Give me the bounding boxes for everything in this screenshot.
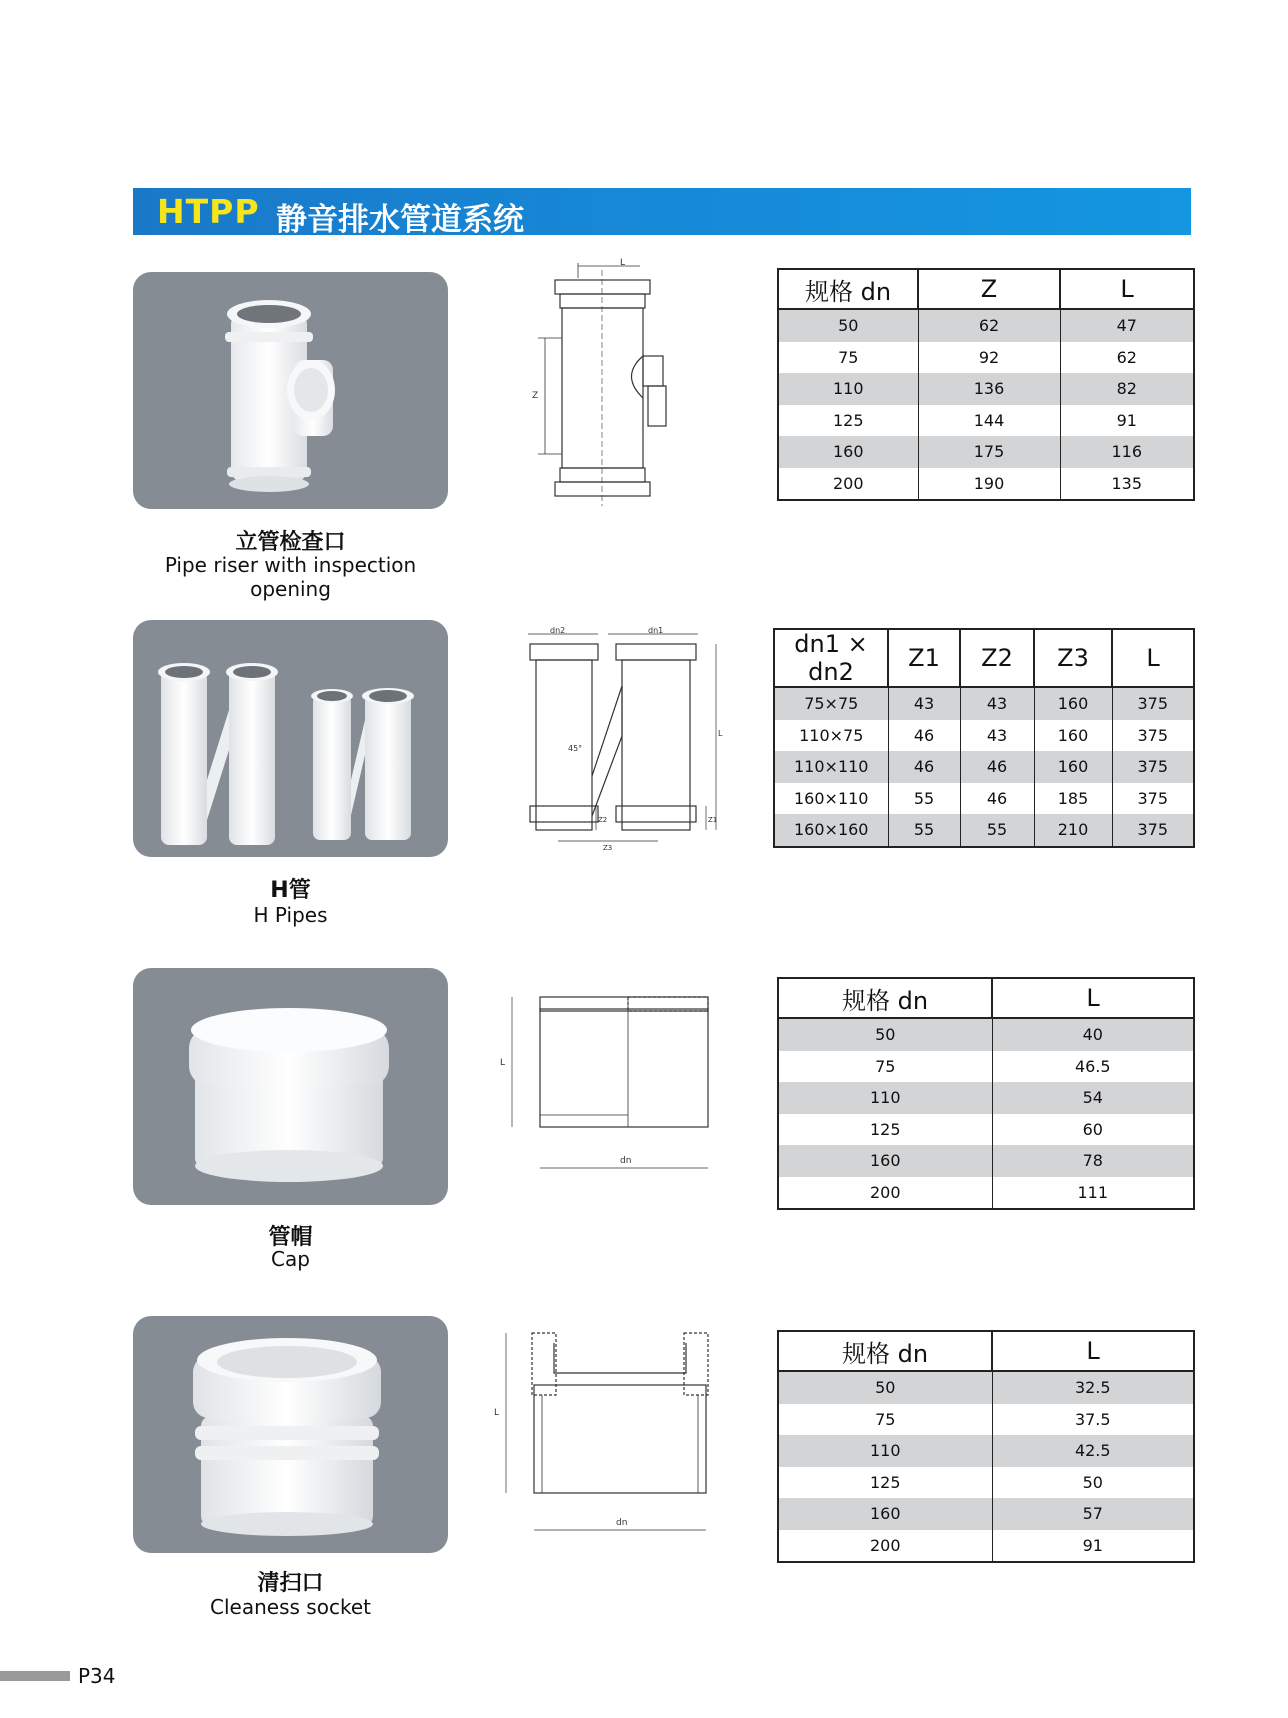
table-row [774, 814, 1194, 847]
table-cell: 375 [1112, 783, 1194, 815]
column-header: L [992, 978, 1194, 1018]
table-cell: 55 [888, 783, 960, 815]
table-cell: 144 [918, 405, 1060, 437]
product-name-cn: H管 [270, 878, 311, 903]
table-cell: 91 [992, 1530, 1194, 1563]
table-row [778, 373, 1194, 405]
table-cell: 55 [960, 814, 1034, 847]
product-name-en: Cleaness socket [210, 1595, 371, 1619]
product-name-cn: 清扫口 [257, 1571, 324, 1596]
technical-drawing-cap [500, 985, 720, 1175]
table-row [778, 1498, 1194, 1530]
table-cell: 46 [960, 751, 1034, 783]
table-cell: 47 [1060, 309, 1194, 342]
table-cell: 40 [992, 1018, 1194, 1051]
table-cell: 50 [778, 1371, 992, 1404]
technical-drawing-h-pipe [518, 626, 738, 856]
table-cell: 200 [778, 1530, 992, 1563]
product-photo-cap [133, 968, 448, 1205]
table-row [778, 1018, 1194, 1051]
column-header: L [1112, 629, 1194, 687]
table-cell: 75 [778, 1051, 992, 1083]
product-name-cn: 立管检查口 [235, 530, 346, 555]
dim-label-z1: Z1 [708, 816, 718, 824]
table-row [778, 405, 1194, 437]
table-row [774, 783, 1194, 815]
spec-table-riser [777, 268, 1195, 501]
table-cell: 160×110 [774, 783, 888, 815]
table-cell: 42.5 [992, 1435, 1194, 1467]
table-cell: 136 [918, 373, 1060, 405]
table-cell: 75 [778, 342, 918, 374]
table-cell: 43 [888, 687, 960, 720]
table-row [778, 468, 1194, 501]
technical-drawing-cleaness-socket [494, 1325, 724, 1540]
table-cell: 110×75 [774, 720, 888, 752]
product-name-en: Cap [271, 1247, 310, 1271]
table-row [778, 1467, 1194, 1499]
table-cell: 32.5 [992, 1371, 1194, 1404]
spec-table-cleaness-socket [777, 1330, 1195, 1563]
column-header: 规格 dn [778, 269, 918, 309]
table-cell: 55 [888, 814, 960, 847]
table-cell: 375 [1112, 687, 1194, 720]
table-row [778, 342, 1194, 374]
table-cell: 91 [1060, 405, 1194, 437]
footer-bar [0, 1671, 70, 1681]
table-cell: 125 [778, 1114, 992, 1146]
table-row [778, 1435, 1194, 1467]
table-cell: 57 [992, 1498, 1194, 1530]
table-cell: 160×160 [774, 814, 888, 847]
column-header: L [1060, 269, 1194, 309]
table-cell: 200 [778, 468, 918, 501]
table-cell: 110 [778, 1082, 992, 1114]
table-row [778, 1082, 1194, 1114]
column-header: Z3 [1034, 629, 1112, 687]
table-cell: 62 [1060, 342, 1194, 374]
table-cell: 185 [1034, 783, 1112, 815]
product-photo-cleaness-socket [133, 1316, 448, 1553]
dim-label-z3: Z3 [603, 844, 613, 852]
table-cell: 200 [778, 1177, 992, 1210]
dim-label-l: L [718, 729, 723, 738]
table-cell: 60 [992, 1114, 1194, 1146]
table-row [778, 309, 1194, 342]
product-photo-h-pipes [133, 620, 448, 857]
table-row [778, 1404, 1194, 1436]
table-row [778, 1051, 1194, 1083]
table-cell: 50 [778, 309, 918, 342]
column-header: dn1 × dn2 [774, 629, 888, 687]
column-header: Z1 [888, 629, 960, 687]
spec-table-cap [777, 977, 1195, 1210]
table-cell: 125 [778, 405, 918, 437]
table-cell: 160 [778, 1498, 992, 1530]
table-cell: 75 [778, 1404, 992, 1436]
table-row [778, 1114, 1194, 1146]
dim-label-dn2: dn2 [550, 626, 566, 635]
table-cell: 62 [918, 309, 1060, 342]
dim-label-z2: Z2 [598, 816, 608, 824]
table-cell: 50 [778, 1018, 992, 1051]
table-cell: 375 [1112, 720, 1194, 752]
column-header: Z2 [960, 629, 1034, 687]
table-cell: 135 [1060, 468, 1194, 501]
table-row [778, 436, 1194, 468]
table-row [778, 1145, 1194, 1177]
table-cell: 375 [1112, 751, 1194, 783]
table-cell: 160 [1034, 687, 1112, 720]
column-header: 规格 dn [778, 1331, 992, 1371]
table-cell: 37.5 [992, 1404, 1194, 1436]
table-cell: 43 [960, 720, 1034, 752]
brand-text: HTPP [157, 192, 260, 231]
table-cell: 160 [1034, 720, 1112, 752]
dim-label-z: Z [532, 391, 539, 401]
dim-label-dn1: dn1 [648, 626, 664, 635]
dim-label-l: L [494, 1408, 500, 1418]
table-row [778, 1177, 1194, 1210]
table-cell: 75×75 [774, 687, 888, 720]
table-cell: 116 [1060, 436, 1194, 468]
table-cell: 111 [992, 1177, 1194, 1210]
table-row [774, 687, 1194, 720]
table-cell: 46 [888, 751, 960, 783]
product-name-en: H Pipes [253, 903, 328, 927]
table-cell: 82 [1060, 373, 1194, 405]
page-number: P34 [78, 1664, 116, 1688]
product-name-cn: 管帽 [268, 1225, 313, 1250]
table-cell: 125 [778, 1467, 992, 1499]
dim-label-dn: dn [620, 1156, 632, 1166]
table-cell: 190 [918, 468, 1060, 501]
table-row [774, 751, 1194, 783]
table-row [774, 720, 1194, 752]
product-photo-riser [133, 272, 448, 509]
table-cell: 78 [992, 1145, 1194, 1177]
banner-title: 静音排水管道系统 [276, 202, 524, 238]
column-header: Z [918, 269, 1060, 309]
table-cell: 375 [1112, 814, 1194, 847]
product-name-en: Pipe riser with inspection opening [164, 553, 417, 601]
table-cell: 46.5 [992, 1051, 1194, 1083]
table-cell: 92 [918, 342, 1060, 374]
table-cell: 46 [960, 783, 1034, 815]
table-cell: 54 [992, 1082, 1194, 1114]
table-cell: 43 [960, 687, 1034, 720]
table-row [778, 1371, 1194, 1404]
table-cell: 160 [1034, 751, 1112, 783]
table-cell: 50 [992, 1467, 1194, 1499]
dim-label-l: L [620, 258, 626, 268]
table-cell: 160 [778, 436, 918, 468]
spec-table-h-pipe [773, 628, 1195, 848]
dim-label-l: L [500, 1058, 506, 1068]
technical-drawing-riser [520, 258, 680, 520]
table-cell: 210 [1034, 814, 1112, 847]
table-cell: 110×110 [774, 751, 888, 783]
table-cell: 175 [918, 436, 1060, 468]
table-row [778, 1530, 1194, 1563]
dim-label-dn: dn [616, 1518, 628, 1528]
title-banner [133, 188, 1191, 238]
column-header: 规格 dn [778, 978, 992, 1018]
table-cell: 110 [778, 1435, 992, 1467]
table-cell: 160 [778, 1145, 992, 1177]
table-cell: 46 [888, 720, 960, 752]
table-cell: 110 [778, 373, 918, 405]
column-header: L [992, 1331, 1194, 1371]
angle-label: 45° [568, 744, 583, 753]
